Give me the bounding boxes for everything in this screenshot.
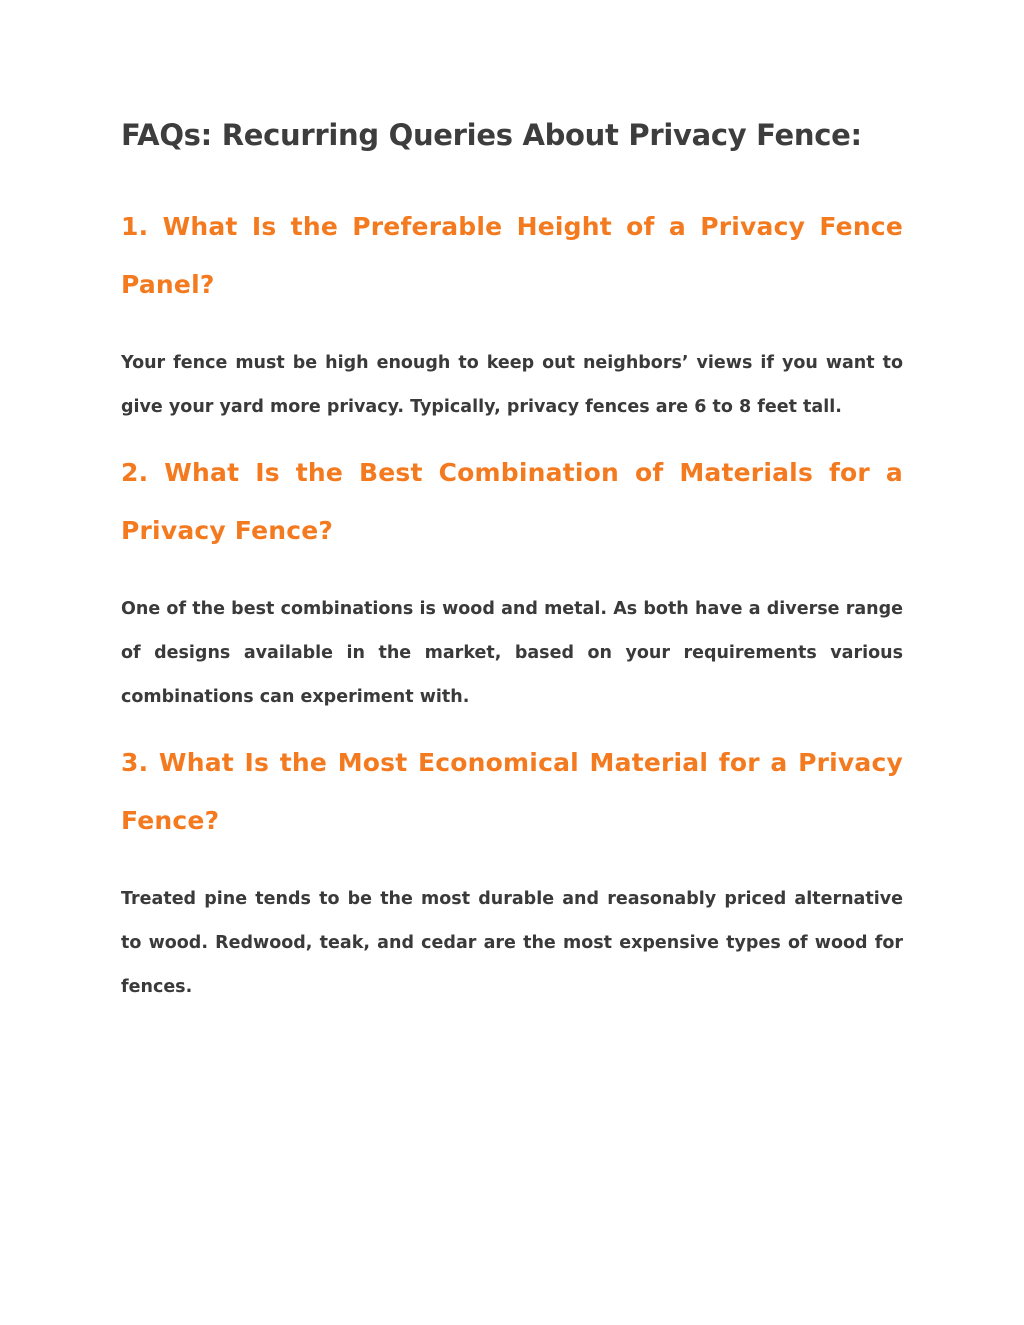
page-title: FAQs: Recurring Queries About Privacy Fence: [121, 118, 862, 152]
faq-question-2: 2. What Is the Best Combination of Materials for a Privacy Fence? [121, 458, 903, 545]
faq-answer-2: One of the best combinations is wood and metal. As both have a diverse range of designs available in the market, based on your requirements various combinations can experiment with. [121, 599, 903, 707]
faq-question-3: 3. What Is the Most Economical Material for a Privacy Fence? [121, 748, 903, 835]
faq-answer-1: Your fence must be high enough to keep out neighbors’ views if you want to give your yard more privacy. Typically, privacy fences are 6 to 8 feet tall. [121, 353, 903, 417]
faq-question-1: 1. What Is the Preferable Height of a Privacy Fence Panel? [121, 212, 903, 299]
faq-answer-3: Treated pine tends to be the most durable and reasonably priced alternative to wood. Redwood, teak, and cedar are the most expensive types of wood for fences. [121, 889, 903, 997]
